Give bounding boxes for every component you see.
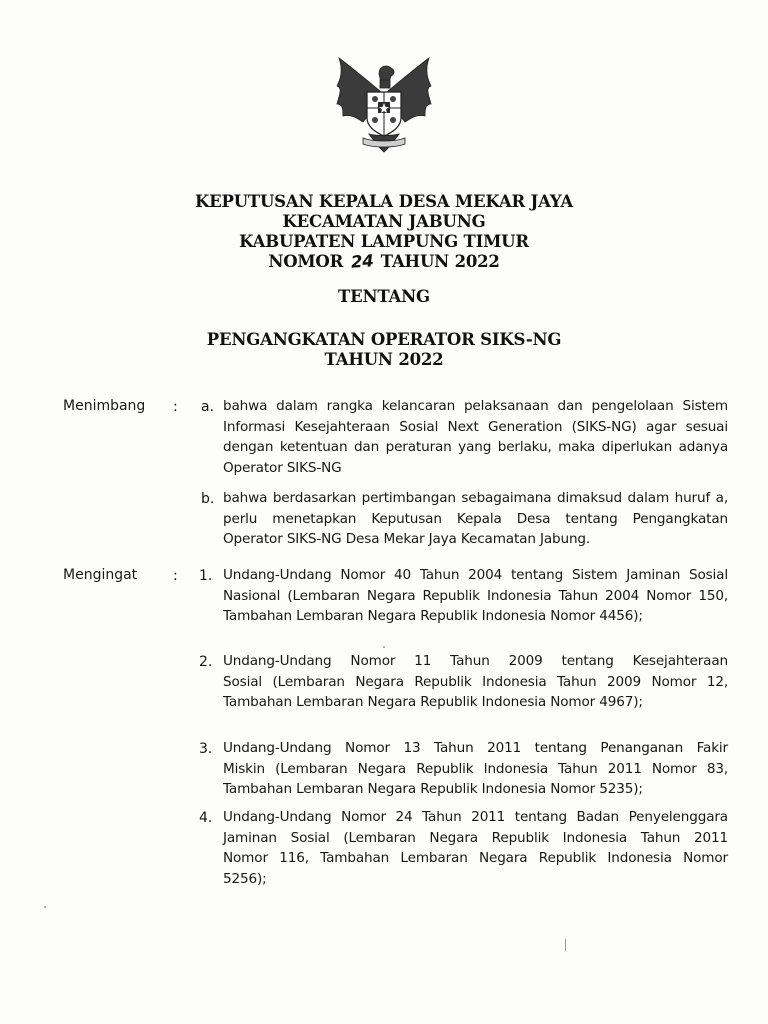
title-line-3: KABUPATEN LAMPUNG TIMUR xyxy=(239,232,529,251)
title-line-2: KECAMATAN JABUNG xyxy=(282,212,486,231)
mengingat-colon: : xyxy=(173,568,178,584)
text-line: Miskin (Lembaran Negara Republik Indonesia Tahun 2011 Nomor 83, xyxy=(223,760,728,777)
mengingat-item-4 xyxy=(223,807,728,889)
menimbang-colon: : xyxy=(173,399,178,415)
text-line: Operator SIKS-NG Desa Mekar Jaya Kecamatan Jabung. xyxy=(223,531,591,547)
decree-subject xyxy=(0,330,768,370)
tentang-heading: TENTANG xyxy=(338,287,430,306)
handwritten-number: 24 xyxy=(350,251,374,272)
text-line: 5256); xyxy=(223,870,267,887)
menimbang-label: Menimbang xyxy=(63,398,146,414)
text-line: Tambahan Lembaran Negara Republik Indonesia Nomor 4456); xyxy=(223,608,643,624)
text-line: bahwa dalam rangka kelancaran pelaksanaan dan pengelolaan Sistem xyxy=(223,398,728,414)
menimbang-item-b xyxy=(223,488,728,550)
subject-line-1: PENGANGKATAN OPERATOR SIKS-NG xyxy=(206,330,562,349)
text-line: Undang-Undang Nomor 40 Tahun 2004 tentang Sistem Jaminan Sosial xyxy=(223,567,728,583)
text-line: perlu menetapkan Keputusan Kepala Desa tentang Pengangkatan xyxy=(223,510,728,527)
text-line: Operator SIKS-NG xyxy=(223,459,342,476)
mengingat-marker-1: 1. xyxy=(199,568,213,584)
subject-line-2: TAHUN 2022 xyxy=(324,350,444,369)
mengingat-item-2 xyxy=(223,651,728,713)
decree-title xyxy=(0,192,768,272)
mengingat-marker-3: 3. xyxy=(199,741,213,757)
number-suffix: TAHUN 2022 xyxy=(380,252,500,271)
garuda-emblem-icon xyxy=(329,52,439,154)
scan-speck xyxy=(383,646,385,648)
scan-speck xyxy=(44,906,46,908)
text-line: Nasional (Lembaran Negara Republik Indonesia Tahun 2004 Nomor 150, xyxy=(223,587,728,604)
text-line: Tambahan Lembaran Negara Republik Indonesia Nomor 5235); xyxy=(223,781,643,797)
decree-number-line xyxy=(0,252,768,272)
text-line: dengan ketentuan dan peraturan yang berlaku, maka diperlukan adanya xyxy=(223,439,728,455)
text-line: Informasi Kesejahteraan Sosial Next Generation (SIKS-NG) agar sesuai xyxy=(223,418,728,435)
mengingat-item-3 xyxy=(223,738,728,800)
menimbang-marker-a: a. xyxy=(201,399,215,415)
text-line: Nomor 116, Tambahan Lembaran Negara Republik Indonesia Nomor xyxy=(223,850,728,866)
text-line: Tambahan Lembaran Negara Republik Indonesia Nomor 4967); xyxy=(223,694,643,710)
text-line: Undang-Undang Nomor 24 Tahun 2011 tentang Badan Penyelenggara xyxy=(223,809,728,825)
mengingat-marker-4: 4. xyxy=(199,810,213,826)
text-line: Undang-Undang Nomor 11 Tahun 2009 tentang Kesejahteraan xyxy=(223,653,728,669)
title-line-1: KEPUTUSAN KEPALA DESA MEKAR JAYA xyxy=(194,192,574,211)
text-line: bahwa berdasarkan pertimbangan sebagaimana dimaksud dalam huruf a, xyxy=(223,490,728,506)
text-line: Undang-Undang Nomor 13 Tahun 2011 tentang Penanganan Fakir xyxy=(223,740,728,756)
menimbang-item-a xyxy=(223,396,728,478)
mengingat-marker-2: 2. xyxy=(199,654,213,670)
mengingat-item-1 xyxy=(223,565,728,627)
text-line: Sosial (Lembaran Negara Republik Indonesia Tahun 2009 Nomor 12, xyxy=(223,673,728,690)
menimbang-marker-b: b. xyxy=(201,491,215,507)
scan-speck xyxy=(565,939,566,951)
number-prefix: NOMOR xyxy=(268,252,344,271)
text-line: Jaminan Sosial (Lembaran Negara Republik Indonesia Tahun 2011 xyxy=(223,829,728,846)
mengingat-label: Mengingat xyxy=(63,567,138,583)
